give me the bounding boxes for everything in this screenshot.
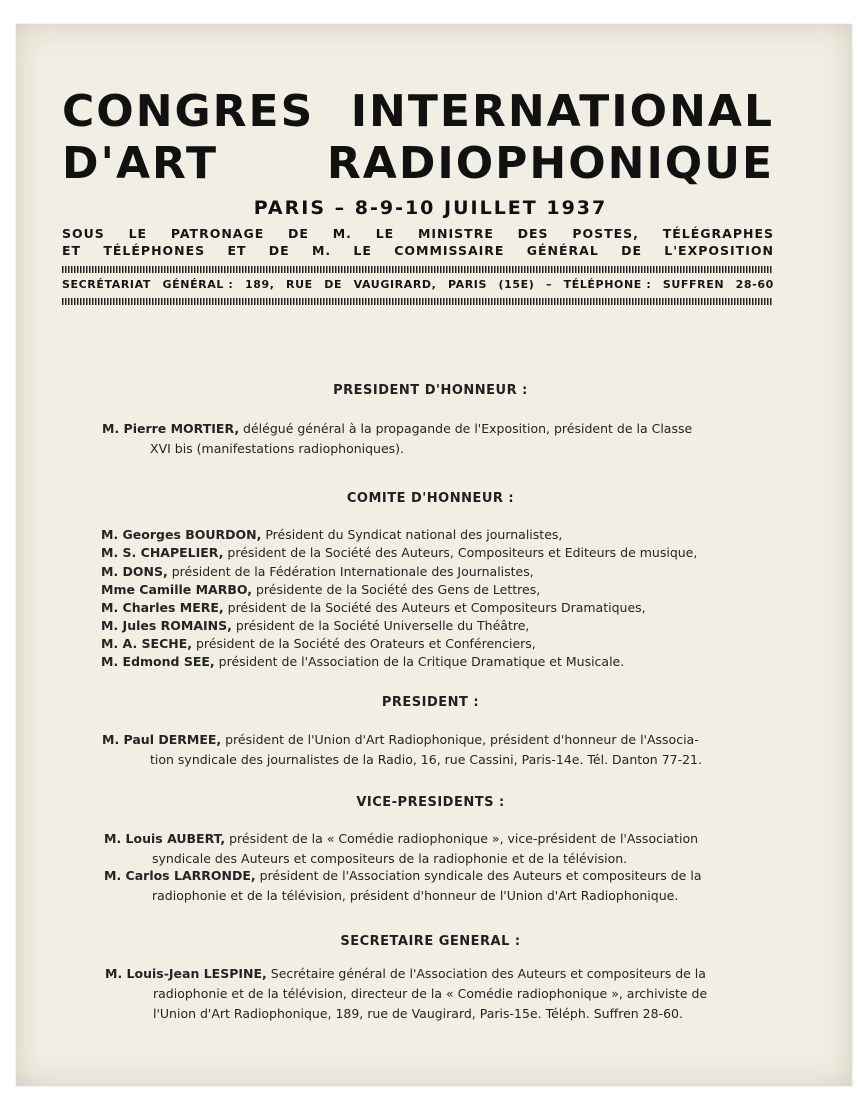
secretariat-word: 28-60 <box>735 278 774 291</box>
member-role: président de l'Association de la Critique Dramatique et Musicale. <box>214 654 625 669</box>
patronage-word: L'EXPOSITION <box>664 243 774 258</box>
patronage-word: DE <box>621 243 642 258</box>
section-heading-president-honneur: PRESIDENT D'HONNEUR : <box>333 383 528 398</box>
patronage-word: PATRONAGE <box>170 226 265 241</box>
patronage-word: SOUS <box>62 226 105 241</box>
person-role-cont: radiophonie et de la télévision, président d'honneur de l'Union d'Art Radiophonique. <box>152 888 679 903</box>
member-name: Mme Camille MARBO, <box>101 582 252 597</box>
secretariat-word: VAUGIRARD, <box>353 278 437 291</box>
member-name: M. Georges BOURDON, <box>101 527 262 542</box>
secretariat-word: SECRÉTARIAT <box>62 278 151 291</box>
member-role: président de la Fédération Internationale des Journalistes, <box>167 564 534 579</box>
patronage-word: LE <box>375 226 395 241</box>
dotted-rule-bottom <box>62 298 772 305</box>
title-word: RADIOPHONIQUE <box>326 138 774 189</box>
secretariat-word: PARIS <box>447 278 488 291</box>
member-role: président de la Société Universelle du Théâtre, <box>231 618 530 633</box>
comite-member <box>101 582 540 597</box>
secretariat-word: RUE <box>286 278 313 291</box>
secretariat-word: – <box>545 278 553 291</box>
patronage-word: DES <box>517 226 549 241</box>
president-entry <box>102 730 702 770</box>
secretariat-line <box>62 278 774 291</box>
secretariat-word: GÉNÉRAL : <box>162 278 234 291</box>
person-role-cont: syndicale des Auteurs et compositeurs de la radiophonie et de la télévision. <box>152 851 628 866</box>
member-name: M. Edmond SEE, <box>101 654 215 669</box>
member-role: président de la Société des Auteurs, Compositeurs et Editeurs de musique, <box>223 545 698 560</box>
person-name: M. Carlos LARRONDE, <box>104 868 256 883</box>
patronage-word: GÉNÉRAL <box>526 243 599 258</box>
patronage-word: DE <box>288 226 309 241</box>
section-heading-president: PRESIDENT : <box>381 695 480 710</box>
member-name: M. Jules ROMAINS, <box>101 618 232 633</box>
person-name: M. Pierre MORTIER, <box>102 421 240 436</box>
member-name: M. A. SECHE, <box>101 636 193 651</box>
secretariat-word: 189, <box>244 278 275 291</box>
patronage-line-1 <box>62 226 774 241</box>
member-name: M. Charles MERE, <box>101 600 224 615</box>
dotted-rule-top <box>62 266 772 273</box>
vice-president-entry <box>104 866 701 906</box>
comite-member <box>101 600 646 615</box>
person-role: Secrétaire général de l'Association des Auteurs et compositeurs de la <box>266 966 706 981</box>
comite-member <box>101 654 624 669</box>
person-role: président de l'Union d'Art Radiophonique, président d'honneur de l'Associa- <box>221 732 699 747</box>
section-heading-vice-presidents: VICE-PRESIDENTS : <box>356 795 505 810</box>
title-word: D'ART <box>62 138 218 189</box>
title-word: CONGRES <box>62 86 315 137</box>
secretariat-word: SUFFREN <box>662 278 725 291</box>
patronage-word: MINISTRE <box>417 226 494 241</box>
patronage-word: ET <box>227 243 247 258</box>
event-dates: PARIS – 8-9-10 JUILLET 1937 <box>253 197 608 219</box>
person-role-cont: tion syndicale des journalistes de la Radio, 16, rue Cassini, Paris-14e. Tél. Danton 77-21. <box>150 752 702 767</box>
person-role: président de l'Association syndicale des Auteurs et compositeurs de la <box>255 868 702 883</box>
person-name: M. Louis-Jean LESPINE, <box>105 966 267 981</box>
comite-member <box>101 636 536 651</box>
patronage-word: COMMISSAIRE <box>394 243 505 258</box>
person-name: M. Paul DERMEE, <box>102 732 222 747</box>
comite-member <box>101 564 534 579</box>
comite-member <box>101 527 562 542</box>
patronage-line-2 <box>62 243 774 258</box>
president-honneur-entry <box>102 419 692 459</box>
patronage-word: M. <box>311 243 332 258</box>
person-name: M. Louis AUBERT, <box>104 831 226 846</box>
patronage-word: LE <box>128 226 148 241</box>
patronage-word: LE <box>353 243 372 258</box>
secretariat-word: TÉLÉPHONE : <box>563 278 652 291</box>
patronage-word: POSTES, <box>572 226 639 241</box>
person-role: président de la « Comédie radiophonique », vice-président de l'Association <box>225 831 699 846</box>
secretariat-word: (15E) <box>498 278 535 291</box>
person-role: délégué général à la propagande de l'Exposition, président de la Classe <box>239 421 693 436</box>
vice-president-entry <box>104 829 698 869</box>
comite-member <box>101 545 697 560</box>
patronage-word: TÉLÉGRAPHES <box>662 226 774 241</box>
patronage-word: TÉLÉPHONES <box>103 243 206 258</box>
patronage-word: M. <box>332 226 352 241</box>
person-role-cont: radiophonie et de la télévision, directeur de la « Comédie radiophonique », archiviste de <box>153 986 708 1001</box>
section-heading-secretaire-general: SECRETAIRE GENERAL : <box>340 934 521 949</box>
member-role: Président du Syndicat national des journalistes, <box>261 527 563 542</box>
comite-member <box>101 618 529 633</box>
secretaire-general-entry <box>105 964 707 1024</box>
member-name: M. S. CHAPELIER, <box>101 545 224 560</box>
secretariat-word: DE <box>324 278 343 291</box>
patronage-word: ET <box>62 243 82 258</box>
member-name: M. DONS, <box>101 564 168 579</box>
title-line-2 <box>62 140 774 188</box>
member-role: président de la Société des Auteurs et Compositeurs Dramatiques, <box>223 600 646 615</box>
member-role: présidente de la Société des Gens de Lettres, <box>251 582 541 597</box>
title-line-1 <box>62 88 774 136</box>
member-role: président de la Société des Orateurs et Conférenciers, <box>192 636 536 651</box>
section-heading-comite-honneur: COMITE D'HONNEUR : <box>346 491 515 506</box>
person-role-cont: XVI bis (manifestations radiophoniques). <box>150 441 405 456</box>
title-word: INTERNATIONAL <box>350 86 774 137</box>
person-role-cont: l'Union d'Art Radiophonique, 189, rue de Vaugirard, Paris-15e. Téléph. Suffren 28-60. <box>153 1006 683 1021</box>
patronage-word: DE <box>268 243 290 258</box>
